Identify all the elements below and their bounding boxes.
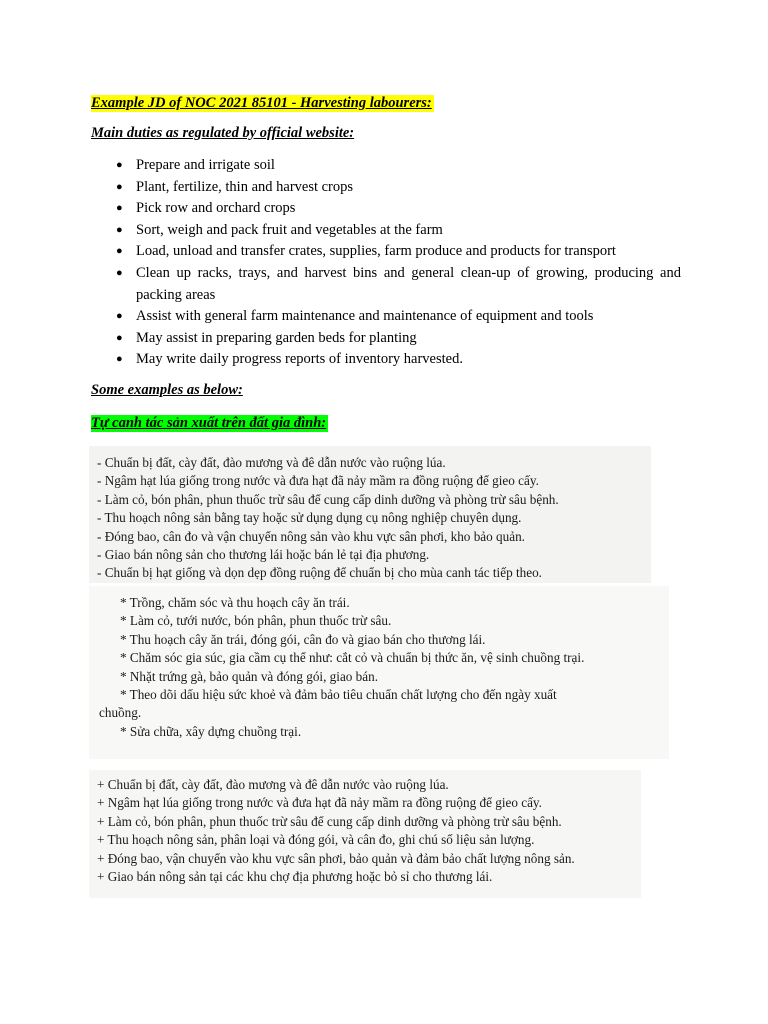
scan-line: * Làm cỏ, tưới nước, bón phân, phun thuốc trừ sâu. [120,613,392,629]
scan-line: - Thu hoạch nông sản bằng tay hoặc sử dụng dụng cụ nông nghiệp chuyên dụng. [97,510,522,526]
list-item: ● Load, unload and transfer crates, supplies, farm produce and products for transport [91,241,681,263]
scan-line: * Thu hoạch cây ăn trái, đóng gói, cân đo và giao bán cho thương lái. [120,631,486,647]
bullet-icon: ● [116,266,123,279]
list-item: ● Sort, weigh and pack fruit and vegetables at the farm [91,220,681,242]
bullet-icon: ● [116,159,123,171]
scan-line: + Ngâm hạt lúa giống trong nước và đưa hạt đã nảy mầm ra đồng ruộng để gieo cấy. [97,795,542,811]
bullet-icon: ● [116,223,123,236]
scan-line: + Giao bán nông sản tại các khu chợ địa phương hoặc bỏ sỉ cho thương lái. [97,869,493,885]
list-item: ● Assist with general farm maintenance and maintenance of equipment and tools [91,306,681,328]
bullet-icon: ● [116,331,123,344]
scan-line: + Đóng bao, vận chuyển vào khu vực sân phơi, bảo quản và đảm bảo chất lượng nông sản. [97,850,575,866]
list-item: ● Plant, fertilize, thin and harvest crops [91,177,681,199]
list-item: ● Pick row and orchard crops [91,198,681,220]
list-item: ● May assist in preparing garden beds for planting [91,328,681,350]
scan-line: - Chuẩn bị đất, cày đất, đào mương và đê dẫn nước vào ruộng lúa. [97,455,446,470]
bullet-icon: ● [116,245,123,258]
list-item: ● Clean up racks, trays, and harvest bins and general clean-up of growing, producing and packing areas [116,264,681,303]
scan-line: chuồng. [99,705,142,721]
examples-subheading: Some examples as below: [91,382,243,398]
scan-line: * Chăm sóc gia súc, gia cầm cụ thể như: cắt cỏ và chuẩn bị thức ăn, vệ sinh chuồng trại. [120,650,585,666]
bullet-icon: ● [116,353,123,366]
scanned-image-rice-farming [89,446,651,583]
scan-line: * Nhặt trứng gà, bảo quản và đóng gói, giao bán. [120,668,379,684]
title-highlight: Example JD of NOC 2021 85101 - Harvesting labourers: [91,95,432,111]
list-item: ● May write daily progress reports of inventory harvested. [91,349,681,371]
vietnamese-heading: Tự canh tác sản xuất trên đất gia đình: [91,415,327,431]
scan-line: - Giao bán nông sản cho thương lái hoặc bán lẻ tại địa phương. [97,547,430,563]
document-title [91,95,434,112]
scan-line: * Sửa chữa, xây dựng chuồng trại. [120,723,302,739]
list-item: ● Prepare and irrigate soil [91,155,681,177]
scan-line: + Làm cỏ, bón phân, phun thuốc trừ sâu để cung cấp dinh dưỡng và phòng trừ sâu bệnh. [97,813,562,829]
scan-line: * Theo dõi dấu hiệu sức khoẻ và đảm bảo tiêu chuẩn chất lượng cho đến ngày xuất [120,687,557,703]
duties-subheading: Main duties as regulated by official website: [91,125,355,141]
scan-line: * Trồng, chăm sóc và thu hoạch cây ăn trái. [120,595,350,610]
scan-line: + Chuẩn bị đất, cày đất, đào mương và đê dẫn nước vào ruộng lúa. [97,777,449,792]
scan-line: - Ngâm hạt lúa giống trong nước và đưa hạt đã nảy mầm ra đồng ruộng để gieo cấy. [97,473,539,489]
bullet-icon: ● [116,202,123,215]
scan-line: - Làm cỏ, bón phân, phun thuốc trừ sâu để cung cấp dinh dưỡng và phòng trừ sâu bệnh. [97,491,559,507]
scanned-image-orchard-livestock [89,586,669,759]
bullet-icon: ● [116,180,123,193]
duties-list [91,155,681,371]
scan-line: - Chuẩn bị hạt giống và dọn dẹp đồng ruộng để chuẩn bị cho mùa canh tác tiếp theo. [97,565,542,581]
scan-line: + Thu hoạch nông sản, phân loại và đóng gói, và cân đo, ghi chú số liệu sản lượng. [97,832,535,848]
scan-line: - Đóng bao, cân đo và vận chuyển nông sản vào khu vực sân phơi, kho bảo quản. [97,528,525,544]
scanned-image-harvest-tasks [89,770,641,898]
bullet-icon: ● [116,310,123,323]
